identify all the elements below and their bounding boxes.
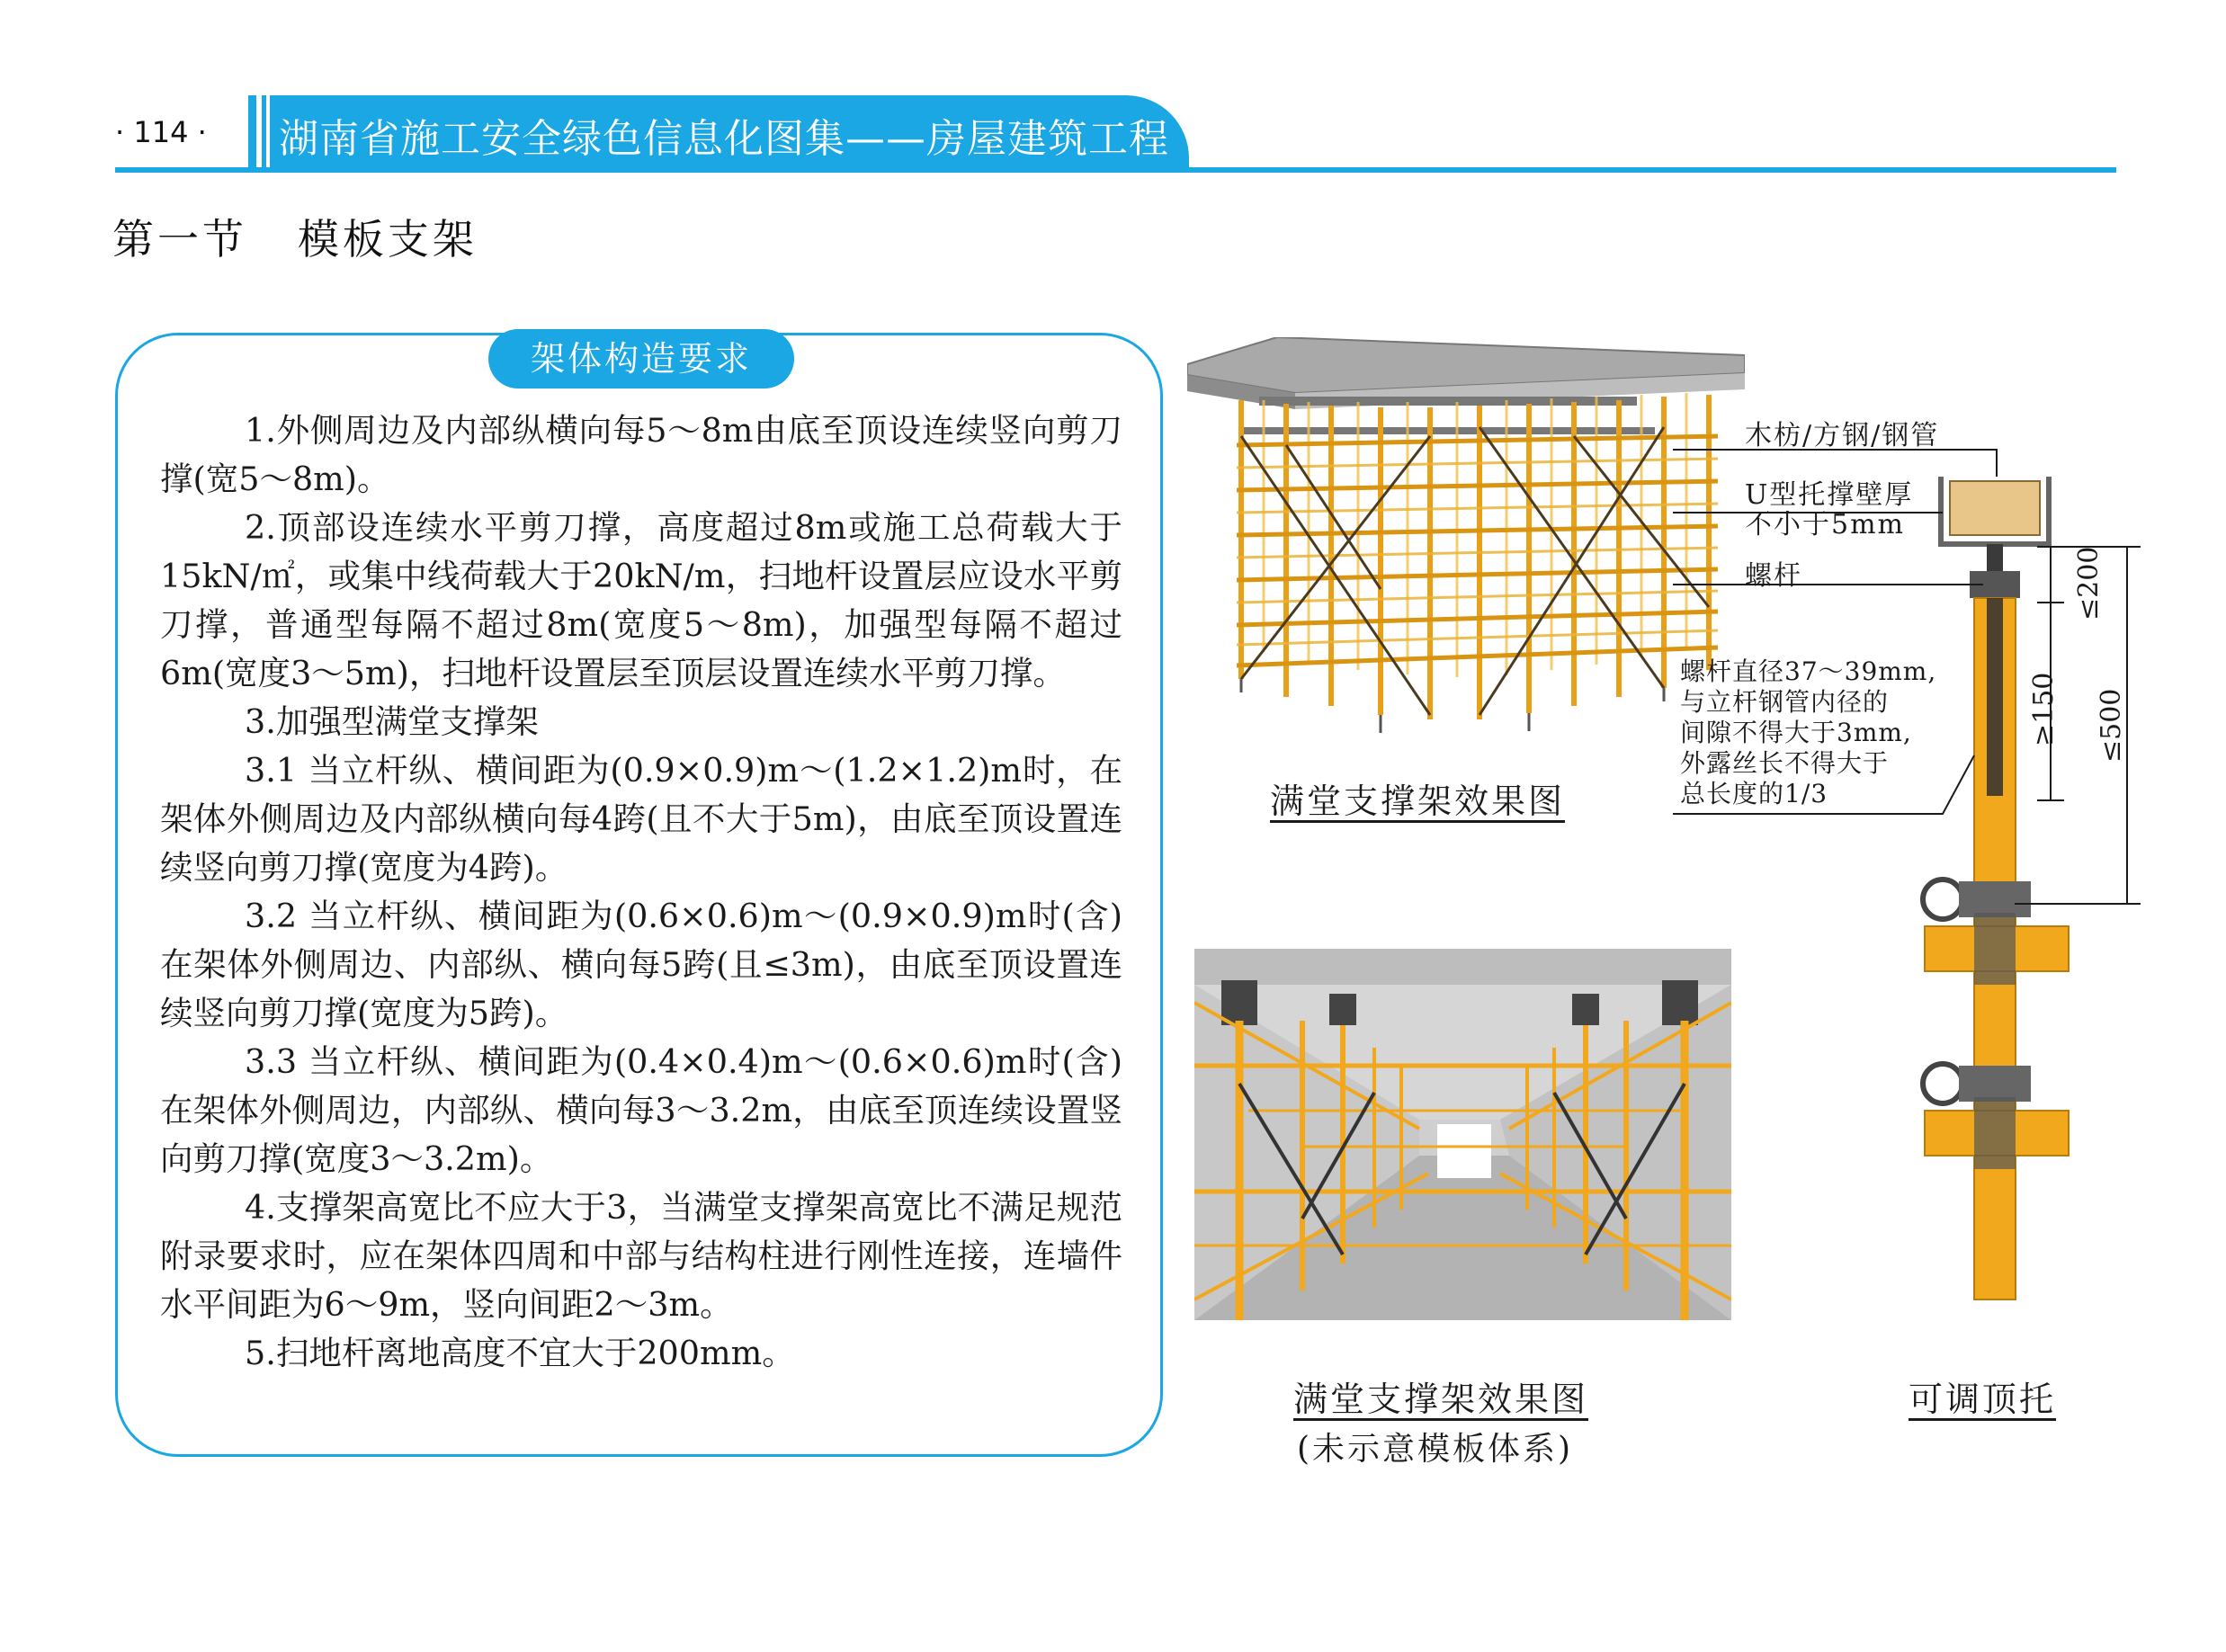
requirement-item: 3.3 当立杆纵、横间距为(0.4×0.4)m～(0.6×0.6)m时(含)在架体外侧周边，内部纵、横向每3～3.2m，由底至顶连续设置竖向剪刀撑(宽度3～3.2m)。: [160, 1042, 1122, 1178]
adjustable-top-support-illustration: [1673, 396, 2141, 1313]
requirement-item: 4.支撑架高宽比不应大于3，当满堂支撑架高宽比不满足规范附录要求时，应在架体四周和中部与结构柱进行刚性连接，连墙件水平间距为6～9m，竖向间距2～3m。: [160, 1188, 1122, 1324]
screw-note-line: 间隙不得大于3mm,: [1680, 718, 1912, 747]
dimension-150: ≥150: [2028, 672, 2060, 746]
header-accent-bar: [248, 95, 256, 169]
requirement-item: 3.1 当立杆纵、横间距为(0.9×0.9)m～(1.2×1.2)m时，在架体外侧周边及内部纵横向每4跨(且不大于5m)，由底至顶设置连续竖向剪刀撑(宽度为4跨)。: [160, 751, 1122, 887]
header-accent-bar-thin: [262, 95, 266, 169]
screw-note-line: 螺杆直径37～39mm,: [1680, 656, 1937, 686]
figure-caption: 可调顶托: [1909, 1380, 2057, 1419]
section-title: 第一节 模板支架: [112, 215, 478, 263]
scaffold-exterior-illustration: [1187, 337, 1745, 751]
figure-caption: 满堂支撑架效果图: [1270, 781, 1566, 821]
requirement-item: 3.2 当立杆纵、横间距为(0.6×0.6)m～(0.9×0.9)m时(含)在架体外侧周边、内部纵、横向每5跨(且≤3m)，由底至顶设置连续竖向剪刀撑(宽度为5跨)。: [160, 897, 1122, 1032]
annotation-timber: 木枋/方钢/钢管: [1745, 420, 1940, 451]
dimension-500: ≤500: [2096, 688, 2127, 763]
requirements-text: [160, 406, 1122, 1378]
screw-note-line: 外露丝长不得大于: [1680, 748, 1890, 778]
header-rule: [115, 167, 2116, 173]
screw-note-line: 与立杆钢管内径的: [1680, 687, 1890, 717]
annotation-u-support-2: 不小于5mm: [1745, 509, 1905, 540]
figure-subcaption: (未示意模板体系): [1297, 1431, 1574, 1468]
annotation-screw-note: [1680, 656, 1936, 809]
requirement-item: 3.加强型满堂支撑架: [245, 702, 539, 741]
requirement-item: 2.顶部设连续水平剪刀撑，高度超过8m或施工总荷载大于15kN/㎡，或集中线荷载大于20kN/m，扫地杆设置层应设水平剪刀撑，普通型每隔不超过8m(宽度5～8m)，加强型每隔不超过6m(宽度3～5m)，扫地杆设置层至顶层设置连续水平剪刀撑。: [160, 508, 1122, 692]
annotation-screw: 螺杆: [1745, 560, 1802, 592]
scaffold-interior-illustration: [1194, 949, 1731, 1320]
requirements-tag: 架体构造要求: [488, 329, 794, 388]
requirement-item: 1.外侧周边及内部纵横向每5～8m由底至顶设连续竖向剪刀撑(宽5～8m)。: [160, 411, 1122, 498]
screw-note-line: 总长度的1/3: [1680, 779, 1828, 808]
requirement-item: 5.扫地杆离地高度不宜大于200mm。: [245, 1334, 795, 1372]
page-number: · 114 ·: [115, 115, 207, 149]
book-title: 湖南省施工安全绿色信息化图集——房屋建筑工程: [279, 116, 1169, 162]
dimension-200: ≤200: [2073, 546, 2105, 621]
figure-caption: 满堂支撑架效果图: [1293, 1380, 1589, 1419]
annotation-u-support-1: U型托撑壁厚: [1745, 479, 1914, 511]
